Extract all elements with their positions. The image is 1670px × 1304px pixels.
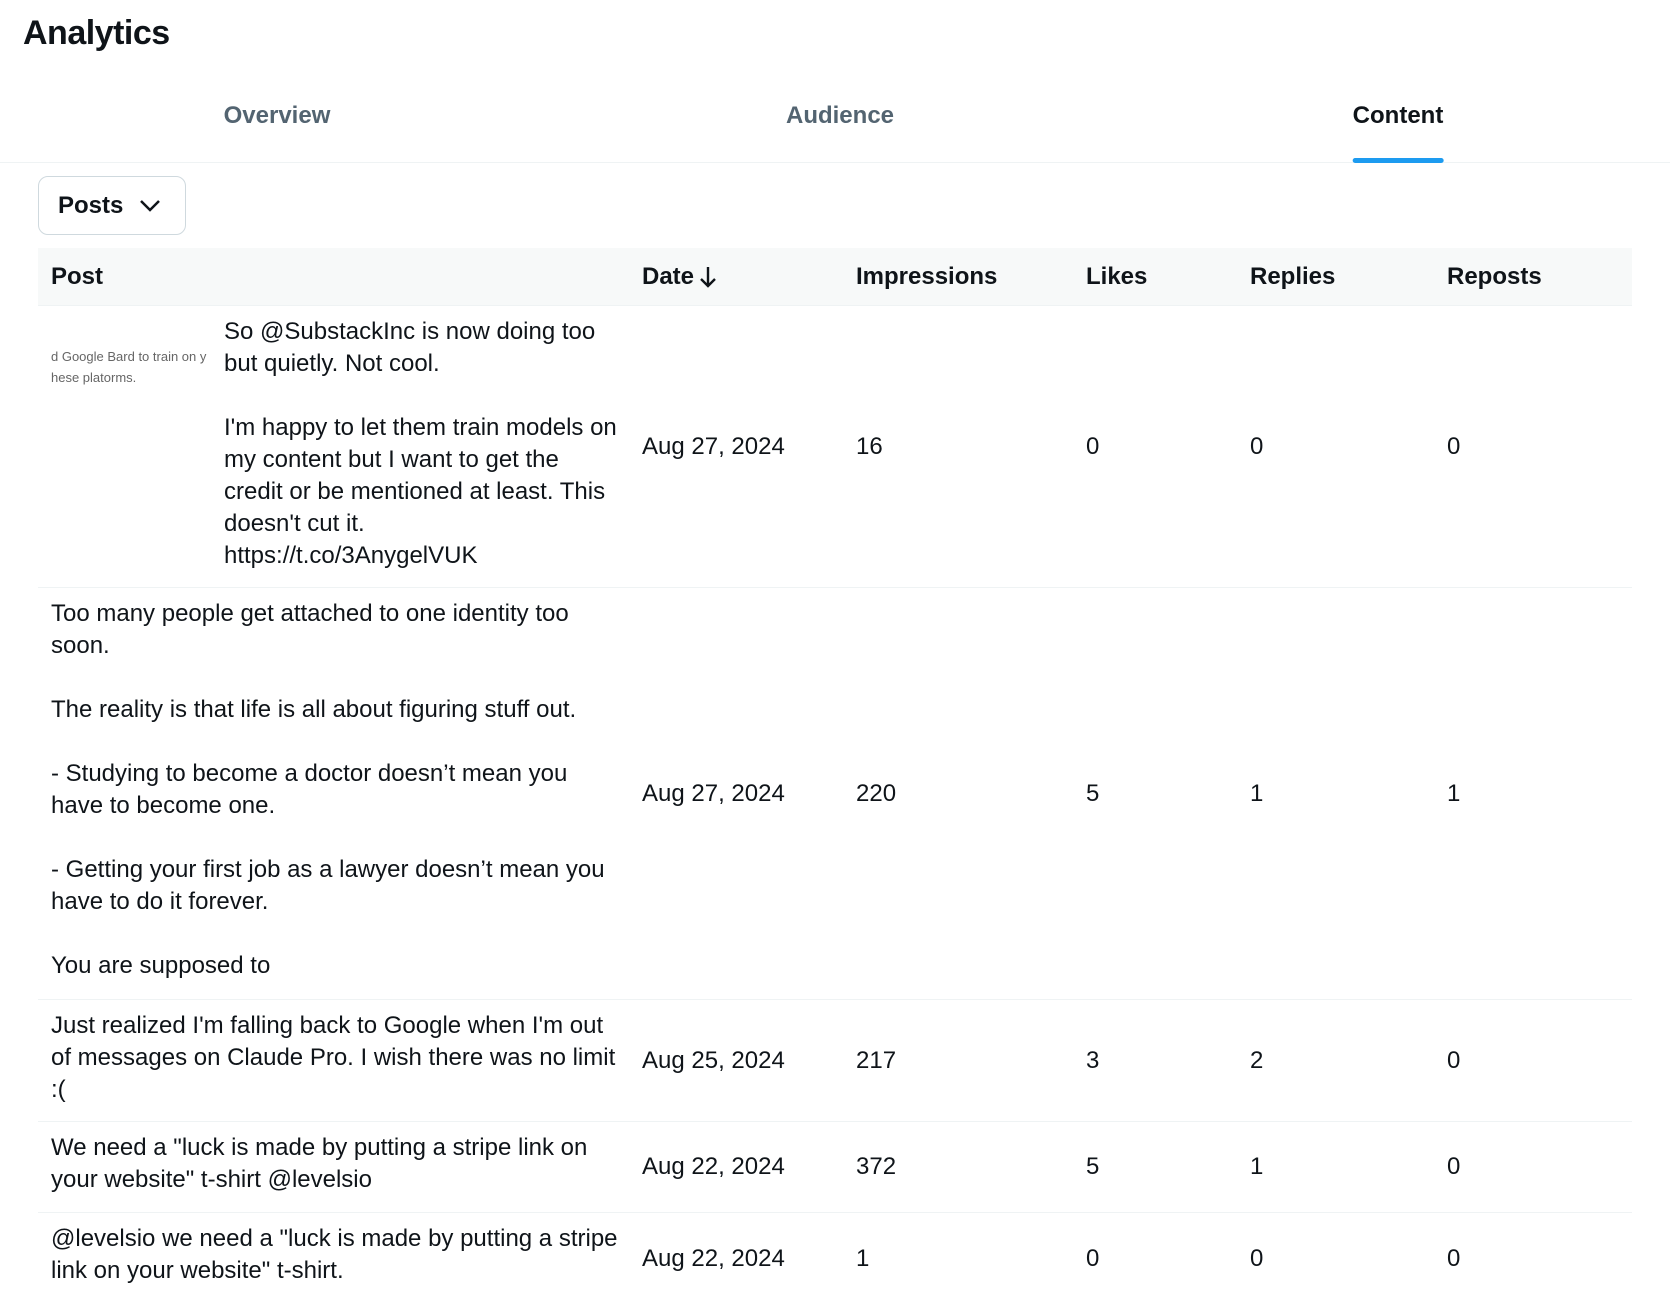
post-likes: 0: [1086, 432, 1100, 460]
table-row[interactable]: [38, 1000, 1632, 1122]
post-reposts: 0: [1447, 1046, 1461, 1074]
tab-label: Content: [1352, 102, 1444, 129]
post-reposts: 0: [1447, 1153, 1461, 1180]
tab-label: Overview: [223, 102, 331, 129]
post-impressions: 16: [856, 432, 883, 460]
arrow-down-icon: [698, 265, 718, 289]
column-likes[interactable]: Likes: [1086, 263, 1148, 290]
post-date: Aug 27, 2024: [642, 779, 785, 807]
post-date: Aug 25, 2024: [642, 1046, 785, 1074]
tab-bar: [0, 90, 1670, 163]
post-date: Aug 27, 2024: [642, 432, 785, 460]
column-date[interactable]: [642, 263, 718, 291]
post-likes: 5: [1086, 779, 1100, 807]
post-impressions: 1: [856, 1244, 870, 1272]
post-impressions: 372: [856, 1153, 897, 1180]
post-likes: 3: [1086, 1046, 1100, 1074]
column-post[interactable]: Post: [51, 263, 104, 290]
post-likes: 0: [1086, 1244, 1100, 1272]
table-row[interactable]: [38, 588, 1632, 1000]
post-impressions: 220: [856, 779, 897, 807]
post-replies: 0: [1250, 432, 1264, 460]
table-header: [38, 248, 1632, 306]
post-reposts: 0: [1447, 1244, 1461, 1272]
post-impressions: 217: [856, 1046, 897, 1074]
post-replies: 1: [1250, 779, 1264, 807]
thumbnail-text: hese platorms.: [51, 370, 137, 385]
post-replies: 0: [1250, 1244, 1264, 1272]
column-impressions[interactable]: Impressions: [856, 263, 998, 290]
post-reposts: 0: [1447, 432, 1461, 460]
post-replies: 2: [1250, 1046, 1264, 1074]
post-thumbnail: [51, 346, 211, 388]
post-date: Aug 22, 2024: [642, 1244, 785, 1272]
column-reposts[interactable]: Reposts: [1447, 263, 1542, 290]
post-replies: 1: [1250, 1153, 1264, 1180]
tab-overview[interactable]: [224, 102, 331, 163]
tab-audience[interactable]: [786, 102, 894, 163]
table-row[interactable]: [38, 306, 1632, 588]
chevron-down-icon: [139, 199, 161, 213]
page-title: Analytics: [23, 14, 170, 52]
post-text: So @SubstackInc is now doing too but quietly. Not cool. I'm happy to let them train models on my content but I want to get the credit or be mentioned at least. This doesn't cut it. https://t.co/3AnygelVUK: [224, 318, 617, 569]
post-text: We need a "luck is made by putting a stripe link on your website" t-shirt @levelsio: [51, 1134, 595, 1193]
post-text: @levelsio we need a "luck is made by putting a stripe link on your website" t-shirt.: [51, 1225, 625, 1284]
dropdown-label: Posts: [58, 191, 124, 219]
post-date: Aug 22, 2024: [642, 1153, 785, 1180]
post-likes: 5: [1086, 1153, 1100, 1180]
post-text: Just realized I'm falling back to Google when I'm out of messages on Claude Pro. I wish there was no limit :(: [51, 1012, 622, 1103]
active-tab-indicator: [1353, 158, 1444, 163]
table-row[interactable]: [38, 1213, 1632, 1304]
column-replies[interactable]: Replies: [1250, 263, 1336, 290]
tab-label: Audience: [785, 102, 895, 129]
column-label: Date: [642, 263, 695, 290]
posts-table: [38, 248, 1632, 1304]
tab-content[interactable]: [1353, 102, 1444, 163]
post-text: Too many people get attached to one identity too soon. The reality is that life is all about figuring stuff out. - Studying to become a doctor doesn’t mean you have to become one. - Getting your first job as a lawyer doesn’t mean you have to do it forever. You are supposed to: [51, 600, 605, 979]
thumbnail-text: d Google Bard to train on y: [51, 349, 207, 364]
table-row[interactable]: [38, 1122, 1632, 1213]
post-reposts: 1: [1447, 779, 1461, 807]
post-type-dropdown[interactable]: [38, 176, 186, 235]
